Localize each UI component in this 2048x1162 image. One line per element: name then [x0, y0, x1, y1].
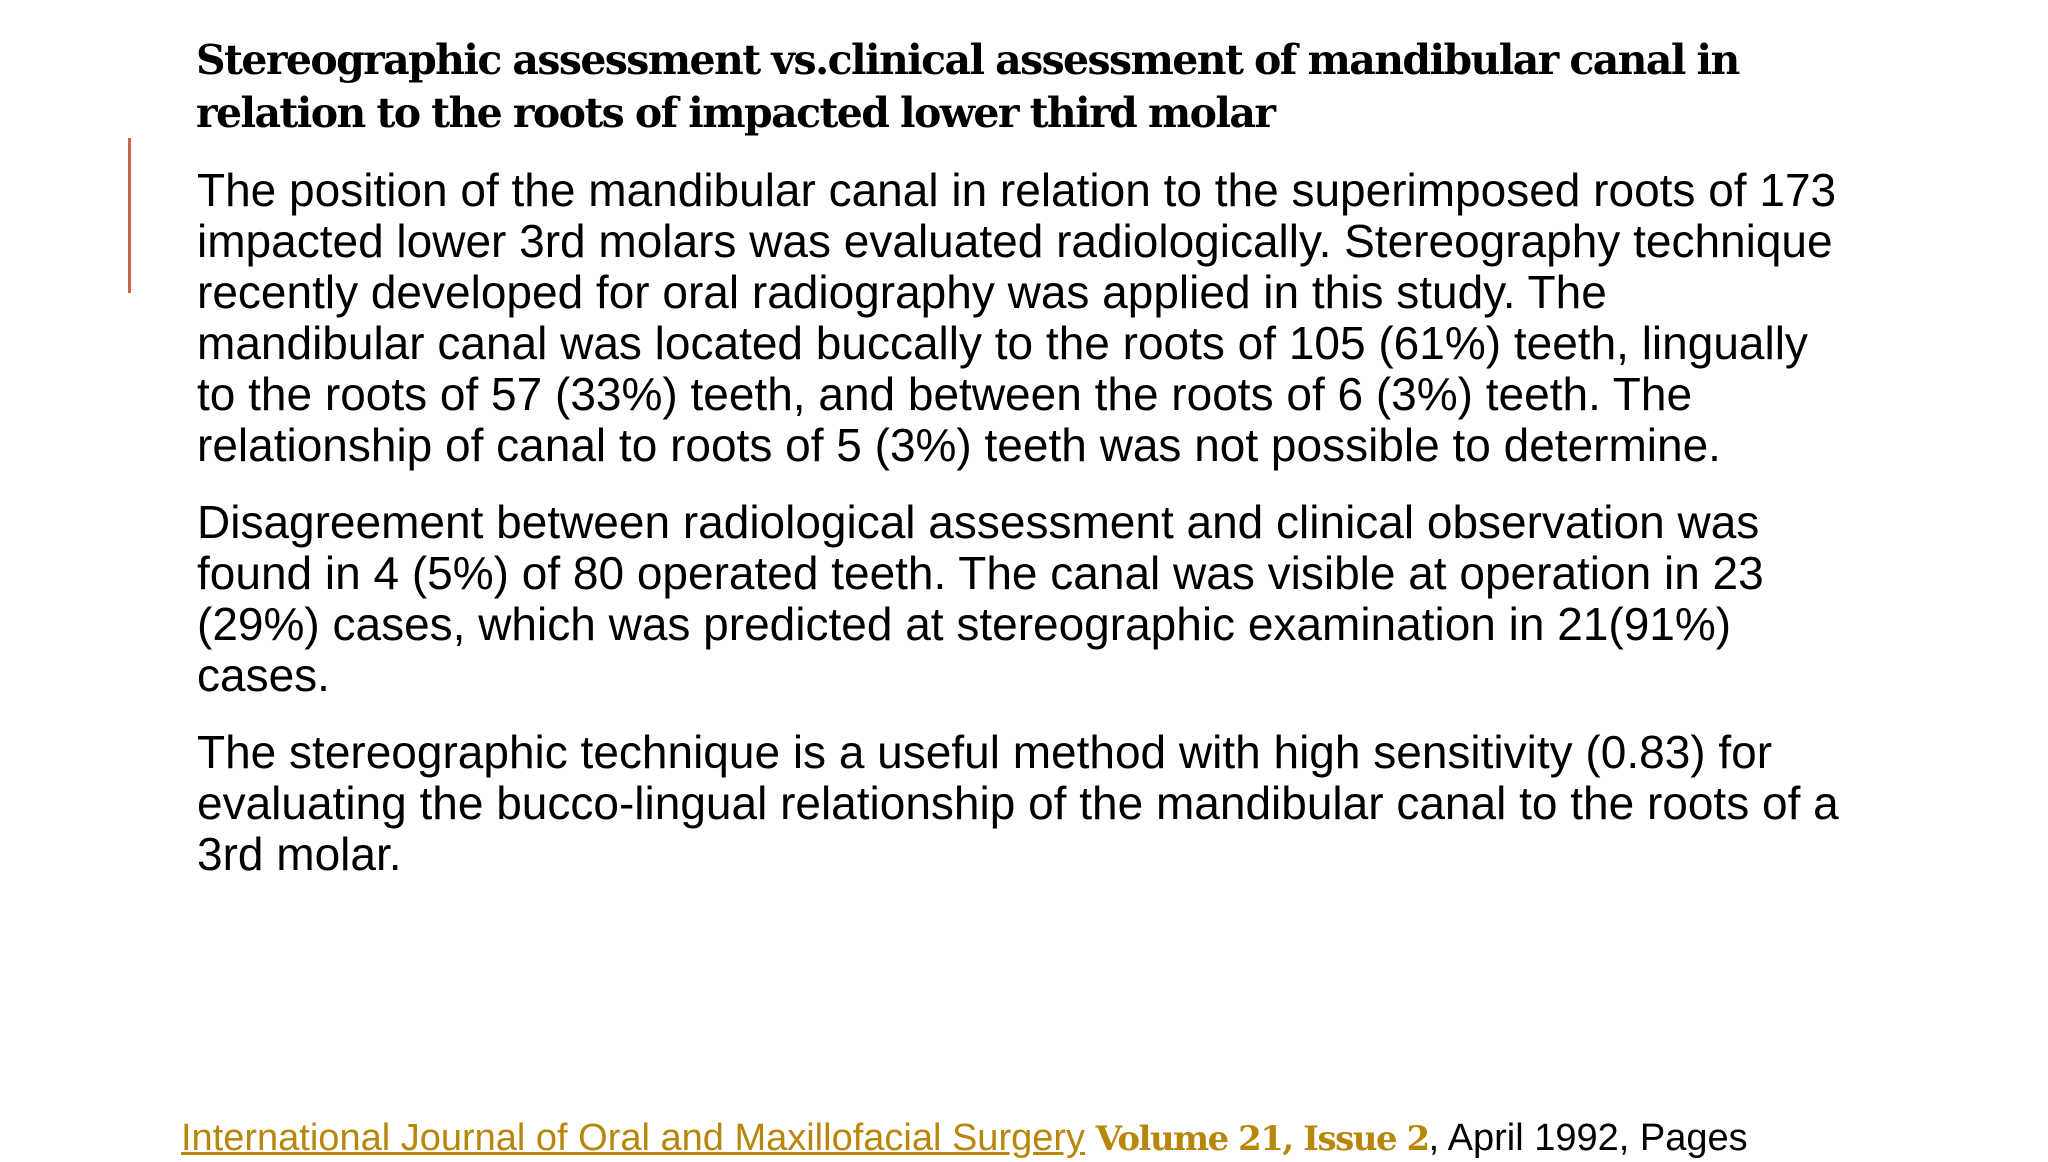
citation [181, 1115, 2031, 1162]
journal-link[interactable]: International Journal of Oral and Maxillofacial Surgery [181, 1117, 1086, 1159]
accent-bar [128, 138, 131, 293]
paragraph-3: The stereographic technique is a useful method with high sensitivity (0.83) for evaluating the bucco-lingual relationship of the mandibular canal to the roots of a 3rd molar. [197, 726, 1839, 880]
paragraph-1: The position of the mandibular canal in relation to the superimposed roots of 173 impacted lower 3rd molars was evaluated radiologically. Stereography technique recently developed for oral radiography was applied in this study. The mandibular canal was located buccally to the roots of 105 (61%) teeth, lingually to the roots of 57 (33%) teeth, and between the roots of 6 (3%) teeth. The relationship of canal to roots of 5 (3%) teeth was not possible to determine. [197, 164, 1837, 471]
citation-date-pages: , April 1992, Pages [1428, 1117, 1748, 1159]
slide-body [197, 165, 1847, 906]
volume-issue: Volume 21, Issue 2 [1095, 1119, 1429, 1159]
slide-title: Stereographic assessment vs.clinical assessment of mandibular canal in relation to the roots of impacted lower third molar [196, 36, 1739, 137]
paragraph-2: Disagreement between radiological assessment and clinical observation was found in 4 (5%) of 80 operated teeth. The canal was visible at operation in 23 (29%) cases, which was predicted at stereographic examination in 21(91%) cases. [197, 496, 1764, 701]
